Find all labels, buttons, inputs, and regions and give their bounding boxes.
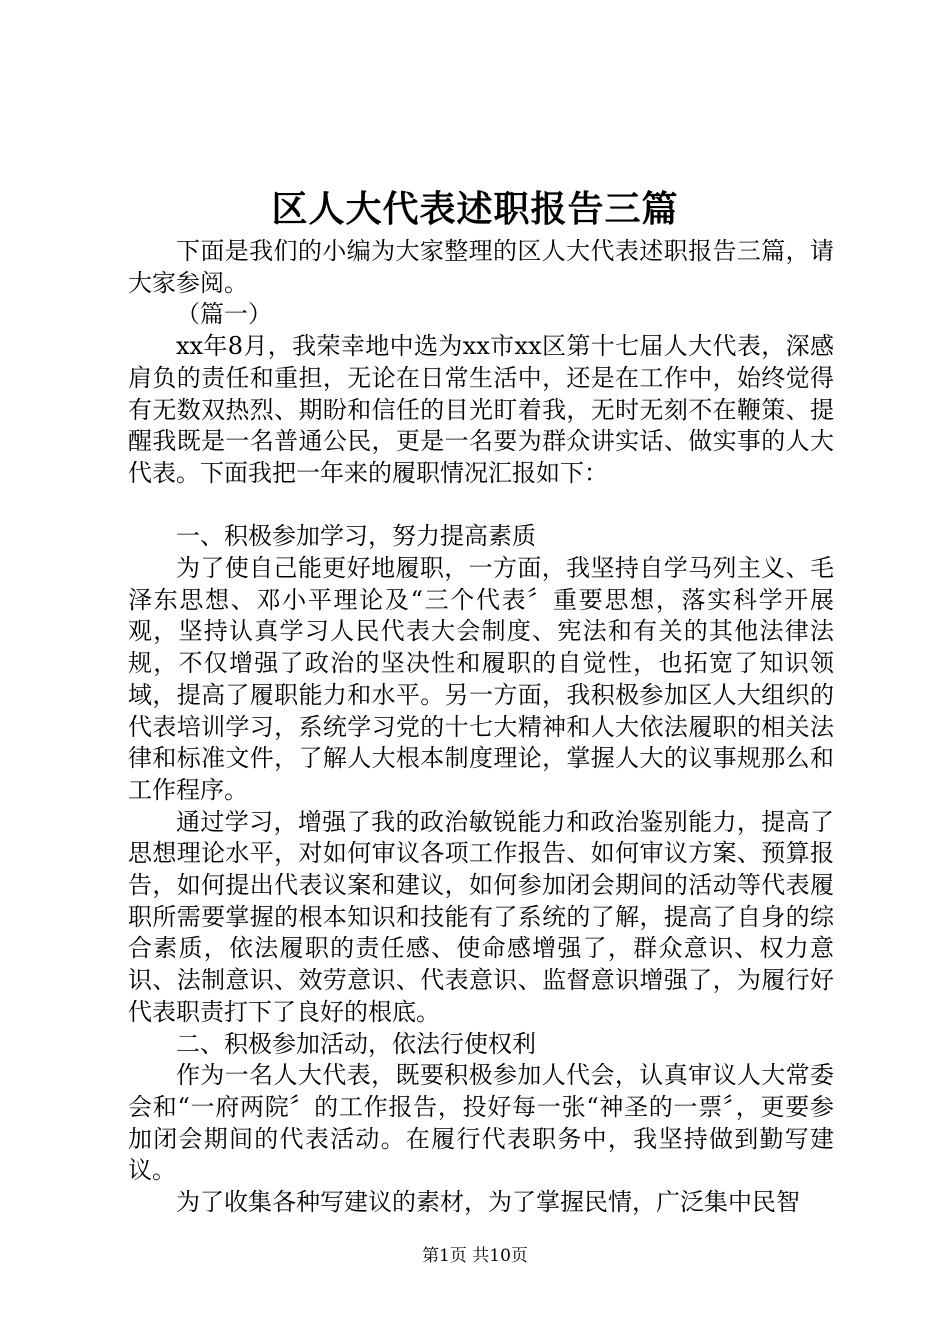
paragraph: 通过学习，增强了我的政治敏锐能力和政治鉴别能力，提高了思想理论水平，对如何审议各项工作报告、如何审议方案、预算报告，如何提出代表议案和建议，如何参加闭会期间的活动等代表履职所需要掌握的根本知识和技能有了系统的了解，提高了自身的综合素质，依法履职的责任感、使命感增强了，群众意识、权力意识、法制意识、效劳意识、代表意识、监督意识增强了，为履行好代表职责打下了良好的根底。 bbox=[128, 807, 834, 1026]
paragraph: 为了使自己能更好地履职，一方面，我坚持自学马列主义、毛泽东思想、邓小平理论及“三个代表〞重要思想，落实科学开展观，坚持认真学习人民代表大会制度、宪法和有关的其他法律法规，不仅增强了政治的坚决性和履职的自觉性，也拓宽了知识领域，提高了履职能力和水平。另一方面，我积极参加区人大组织的代表培训学习，系统学习党的十七大精神和人大依法履职的相关法律和标准文件，了解人大根本制度理论，掌握人大的议事规那么和工作程序。 bbox=[128, 554, 834, 804]
section-heading: 一、积极参加学习，努力提高素质 bbox=[176, 522, 536, 551]
section-heading: 二、积极参加活动，依法行使权利 bbox=[176, 1029, 536, 1058]
paragraph: xx年8月，我荣幸地中选为xx市xx区第十七届人大代表，深感肩负的责任和重担，无论在日常生活中，还是在工作中，始终觉得有无数双热烈、期盼和信任的目光盯着我，无时无刻不在鞭策、提醒我既是一名普通公民，更是一名要为群众讲实话、做实事的人大代表。下面我把一年来的履职情况汇报如下： bbox=[128, 332, 834, 487]
paragraph: 作为一名人大代表，既要积极参加人代会，认真审议人大常委会和“一府两院〞的工作报告，投好每一张“神圣的一票〞，更要参加闭会期间的代表活动。在履行代表职务中，我坚持做到勤写建议。 bbox=[128, 1061, 834, 1185]
intro-paragraph: 下面是我们的小编为大家整理的区人大代表述职报告三篇，请大家参阅。 bbox=[128, 237, 834, 297]
paragraph: 为了收集各种写建议的素材，为了掌握民情，广泛集中民智 bbox=[176, 1188, 800, 1217]
section-label: （篇一） bbox=[176, 300, 272, 329]
document-title: 区人大代表述职报告三篇 bbox=[271, 188, 679, 230]
document-body bbox=[128, 236, 834, 1219]
page-number-footer: 第1页 共10页 bbox=[422, 1246, 528, 1266]
